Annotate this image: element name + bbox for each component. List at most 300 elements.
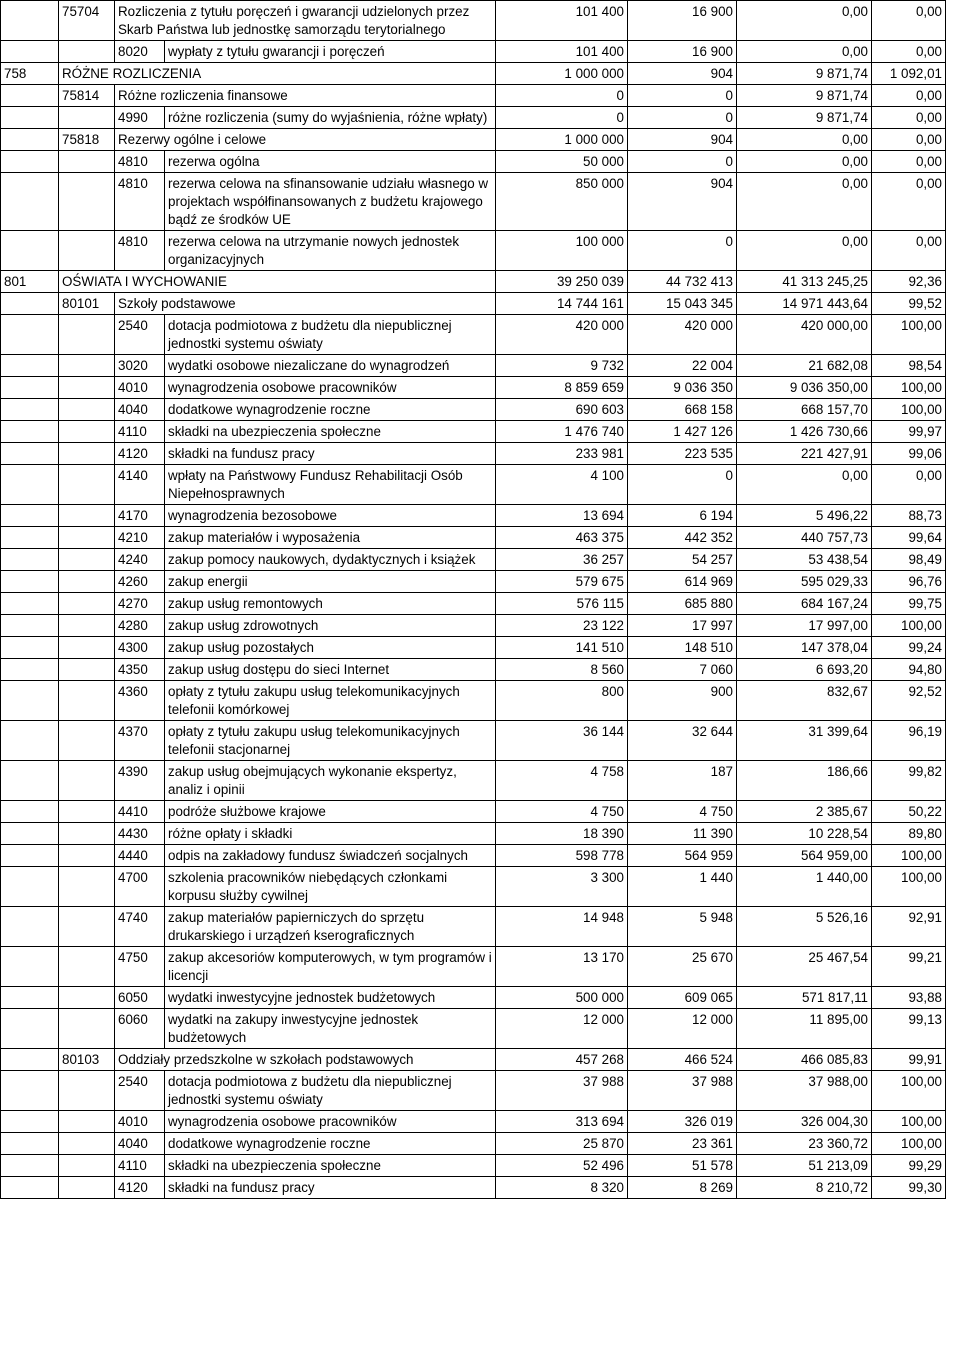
plan-after-changes-value: 148 510 xyxy=(628,637,737,659)
empty-cell xyxy=(1,399,59,421)
execution-value: 11 895,00 xyxy=(737,1009,872,1049)
item-description: Rozliczenia z tytułu poręczeń i gwarancji udzielonych przez Skarb Państwa lub jednostkę samorządu terytorialnego xyxy=(115,1,496,41)
empty-cell xyxy=(59,571,115,593)
table-row xyxy=(1,1071,946,1111)
rozdzial-code: 75814 xyxy=(59,85,115,107)
execution-value: 571 817,11 xyxy=(737,987,872,1009)
execution-value: 832,67 xyxy=(737,681,872,721)
percent-value: 92,91 xyxy=(872,907,946,947)
empty-cell xyxy=(59,377,115,399)
item-description: wydatki osobowe niezaliczane do wynagrodzeń xyxy=(165,355,496,377)
paragraf-code: 8020 xyxy=(115,41,165,63)
plan-value: 37 988 xyxy=(496,1071,628,1111)
execution-value: 9 036 350,00 xyxy=(737,377,872,399)
plan-value: 14 948 xyxy=(496,907,628,947)
percent-value: 98,54 xyxy=(872,355,946,377)
percent-value: 100,00 xyxy=(872,1111,946,1133)
table-row xyxy=(1,593,946,615)
empty-cell xyxy=(1,107,59,129)
percent-value: 99,82 xyxy=(872,761,946,801)
empty-cell xyxy=(59,801,115,823)
plan-after-changes-value: 1 427 126 xyxy=(628,421,737,443)
percent-value: 92,52 xyxy=(872,681,946,721)
execution-value: 0,00 xyxy=(737,173,872,231)
execution-value: 0,00 xyxy=(737,151,872,173)
plan-after-changes-value: 15 043 345 xyxy=(628,293,737,315)
execution-value: 326 004,30 xyxy=(737,1111,872,1133)
execution-value: 0,00 xyxy=(737,465,872,505)
paragraf-code: 4270 xyxy=(115,593,165,615)
paragraf-code: 4120 xyxy=(115,1177,165,1199)
item-description: dotacja podmiotowa z budżetu dla niepublicznej jednostki systemu oświaty xyxy=(165,315,496,355)
item-description: OŚWIATA I WYCHOWANIE xyxy=(59,271,496,293)
empty-cell xyxy=(1,761,59,801)
empty-cell xyxy=(1,721,59,761)
plan-value: 463 375 xyxy=(496,527,628,549)
empty-cell xyxy=(59,527,115,549)
item-description: odpis na zakładowy fundusz świadczeń socjalnych xyxy=(165,845,496,867)
item-description: zakup materiałów i wyposażenia xyxy=(165,527,496,549)
empty-cell xyxy=(1,315,59,355)
item-description: zakup pomocy naukowych, dydaktycznych i książek xyxy=(165,549,496,571)
plan-after-changes-value: 904 xyxy=(628,63,737,85)
execution-value: 9 871,74 xyxy=(737,63,872,85)
empty-cell xyxy=(59,173,115,231)
paragraf-code: 4040 xyxy=(115,1133,165,1155)
percent-value: 99,75 xyxy=(872,593,946,615)
item-description: dotacja podmiotowa z budżetu dla niepublicznej jednostki systemu oświaty xyxy=(165,1071,496,1111)
percent-value: 0,00 xyxy=(872,151,946,173)
plan-value: 4 758 xyxy=(496,761,628,801)
item-description: składki na ubezpieczenia społeczne xyxy=(165,421,496,443)
paragraf-code: 4370 xyxy=(115,721,165,761)
table-row xyxy=(1,505,946,527)
table-row xyxy=(1,1155,946,1177)
percent-value: 99,52 xyxy=(872,293,946,315)
table-row xyxy=(1,465,946,505)
empty-cell xyxy=(59,399,115,421)
execution-value: 147 378,04 xyxy=(737,637,872,659)
table-row xyxy=(1,845,946,867)
plan-value: 101 400 xyxy=(496,1,628,41)
plan-value: 690 603 xyxy=(496,399,628,421)
percent-value: 0,00 xyxy=(872,465,946,505)
paragraf-code: 4110 xyxy=(115,421,165,443)
table-row xyxy=(1,399,946,421)
budget-table-body xyxy=(1,1,946,1199)
plan-after-changes-value: 900 xyxy=(628,681,737,721)
table-row xyxy=(1,315,946,355)
plan-value: 576 115 xyxy=(496,593,628,615)
empty-cell xyxy=(1,151,59,173)
paragraf-code: 4210 xyxy=(115,527,165,549)
plan-value: 800 xyxy=(496,681,628,721)
paragraf-code: 4700 xyxy=(115,867,165,907)
plan-value: 23 122 xyxy=(496,615,628,637)
rozdzial-code: 80101 xyxy=(59,293,115,315)
table-row xyxy=(1,681,946,721)
item-description: podróże służbowe krajowe xyxy=(165,801,496,823)
execution-value: 23 360,72 xyxy=(737,1133,872,1155)
table-row xyxy=(1,823,946,845)
empty-cell xyxy=(59,231,115,271)
item-description: wypłaty z tytułu gwarancji i poręczeń xyxy=(165,41,496,63)
plan-after-changes-value: 51 578 xyxy=(628,1155,737,1177)
execution-value: 53 438,54 xyxy=(737,549,872,571)
table-row xyxy=(1,1177,946,1199)
item-description: zakup usług remontowych xyxy=(165,593,496,615)
plan-after-changes-value: 564 959 xyxy=(628,845,737,867)
paragraf-code: 4810 xyxy=(115,231,165,271)
plan-after-changes-value: 4 750 xyxy=(628,801,737,823)
empty-cell xyxy=(1,231,59,271)
execution-value: 5 526,16 xyxy=(737,907,872,947)
table-row xyxy=(1,1111,946,1133)
empty-cell xyxy=(1,527,59,549)
plan-value: 0 xyxy=(496,107,628,129)
empty-cell xyxy=(59,549,115,571)
percent-value: 0,00 xyxy=(872,1,946,41)
paragraf-code: 4350 xyxy=(115,659,165,681)
plan-after-changes-value: 0 xyxy=(628,465,737,505)
plan-after-changes-value: 32 644 xyxy=(628,721,737,761)
empty-cell xyxy=(1,1071,59,1111)
empty-cell xyxy=(59,987,115,1009)
empty-cell xyxy=(59,41,115,63)
item-description: RÓŻNE ROZLICZENIA xyxy=(59,63,496,85)
empty-cell xyxy=(59,947,115,987)
execution-value: 1 426 730,66 xyxy=(737,421,872,443)
table-row xyxy=(1,293,946,315)
execution-value: 0,00 xyxy=(737,1,872,41)
plan-value: 12 000 xyxy=(496,1009,628,1049)
empty-cell xyxy=(59,615,115,637)
item-description: rezerwa ogólna xyxy=(165,151,496,173)
plan-value: 1 000 000 xyxy=(496,129,628,151)
percent-value: 99,21 xyxy=(872,947,946,987)
plan-value: 14 744 161 xyxy=(496,293,628,315)
execution-value: 14 971 443,64 xyxy=(737,293,872,315)
empty-cell xyxy=(1,1111,59,1133)
percent-value: 50,22 xyxy=(872,801,946,823)
empty-cell xyxy=(59,659,115,681)
empty-cell xyxy=(1,947,59,987)
empty-cell xyxy=(1,421,59,443)
item-description: wynagrodzenia bezosobowe xyxy=(165,505,496,527)
table-row xyxy=(1,549,946,571)
item-description: opłaty z tytułu zakupu usług telekomunikacyjnych telefonii komórkowej xyxy=(165,681,496,721)
item-description: wpłaty na Państwowy Fundusz Rehabilitacji Osób Niepełnosprawnych xyxy=(165,465,496,505)
empty-cell xyxy=(59,907,115,947)
paragraf-code: 4140 xyxy=(115,465,165,505)
empty-cell xyxy=(59,1009,115,1049)
paragraf-code: 4440 xyxy=(115,845,165,867)
table-row xyxy=(1,151,946,173)
table-row xyxy=(1,1009,946,1049)
item-description: wynagrodzenia osobowe pracowników xyxy=(165,1111,496,1133)
plan-after-changes-value: 16 900 xyxy=(628,1,737,41)
execution-value: 25 467,54 xyxy=(737,947,872,987)
empty-cell xyxy=(59,593,115,615)
paragraf-code: 4010 xyxy=(115,377,165,399)
empty-cell xyxy=(59,721,115,761)
plan-after-changes-value: 466 524 xyxy=(628,1049,737,1071)
plan-value: 4 750 xyxy=(496,801,628,823)
plan-value: 50 000 xyxy=(496,151,628,173)
execution-value: 21 682,08 xyxy=(737,355,872,377)
table-row xyxy=(1,173,946,231)
percent-value: 96,76 xyxy=(872,571,946,593)
empty-cell xyxy=(1,293,59,315)
paragraf-code: 4280 xyxy=(115,615,165,637)
empty-cell xyxy=(59,867,115,907)
plan-value: 3 300 xyxy=(496,867,628,907)
empty-cell xyxy=(59,823,115,845)
percent-value: 89,80 xyxy=(872,823,946,845)
empty-cell xyxy=(1,173,59,231)
plan-after-changes-value: 685 880 xyxy=(628,593,737,615)
item-description: zakup usług zdrowotnych xyxy=(165,615,496,637)
item-description: Szkoły podstawowe xyxy=(115,293,496,315)
item-description: rezerwa celowa na sfinansowanie udziału własnego w projektach współfinansowanych z budżetu krajowego bądź ze środków UE xyxy=(165,173,496,231)
execution-value: 17 997,00 xyxy=(737,615,872,637)
plan-after-changes-value: 442 352 xyxy=(628,527,737,549)
item-description: składki na fundusz pracy xyxy=(165,1177,496,1199)
empty-cell xyxy=(1,1177,59,1199)
empty-cell xyxy=(1,907,59,947)
empty-cell xyxy=(59,151,115,173)
paragraf-code: 6060 xyxy=(115,1009,165,1049)
plan-after-changes-value: 17 997 xyxy=(628,615,737,637)
item-description: dodatkowe wynagrodzenie roczne xyxy=(165,399,496,421)
execution-value: 221 427,91 xyxy=(737,443,872,465)
plan-value: 36 144 xyxy=(496,721,628,761)
table-row xyxy=(1,377,946,399)
paragraf-code: 4430 xyxy=(115,823,165,845)
execution-value: 564 959,00 xyxy=(737,845,872,867)
paragraf-code: 3020 xyxy=(115,355,165,377)
plan-after-changes-value: 0 xyxy=(628,231,737,271)
table-row xyxy=(1,107,946,129)
empty-cell xyxy=(1,681,59,721)
plan-value: 8 859 659 xyxy=(496,377,628,399)
execution-value: 420 000,00 xyxy=(737,315,872,355)
item-description: Różne rozliczenia finansowe xyxy=(115,85,496,107)
plan-value: 1 476 740 xyxy=(496,421,628,443)
plan-after-changes-value: 8 269 xyxy=(628,1177,737,1199)
execution-value: 41 313 245,25 xyxy=(737,271,872,293)
table-row xyxy=(1,421,946,443)
table-row xyxy=(1,85,946,107)
execution-value: 31 399,64 xyxy=(737,721,872,761)
execution-value: 37 988,00 xyxy=(737,1071,872,1111)
empty-cell xyxy=(59,107,115,129)
table-row xyxy=(1,721,946,761)
execution-value: 0,00 xyxy=(737,129,872,151)
plan-after-changes-value: 25 670 xyxy=(628,947,737,987)
empty-cell xyxy=(1,505,59,527)
empty-cell xyxy=(59,443,115,465)
table-row xyxy=(1,637,946,659)
empty-cell xyxy=(1,593,59,615)
table-row xyxy=(1,1,946,41)
percent-value: 88,73 xyxy=(872,505,946,527)
paragraf-code: 4360 xyxy=(115,681,165,721)
item-description: zakup materiałów papierniczych do sprzętu drukarskiego i urządzeń kserograficznych xyxy=(165,907,496,947)
plan-value: 13 170 xyxy=(496,947,628,987)
table-row xyxy=(1,355,946,377)
plan-after-changes-value: 5 948 xyxy=(628,907,737,947)
item-description: zakup usług dostępu do sieci Internet xyxy=(165,659,496,681)
plan-after-changes-value: 609 065 xyxy=(628,987,737,1009)
item-description: opłaty z tytułu zakupu usług telekomunikacyjnych telefonii stacjonarnej xyxy=(165,721,496,761)
empty-cell xyxy=(59,505,115,527)
paragraf-code: 4990 xyxy=(115,107,165,129)
plan-after-changes-value: 0 xyxy=(628,107,737,129)
plan-value: 101 400 xyxy=(496,41,628,63)
empty-cell xyxy=(59,637,115,659)
plan-value: 1 000 000 xyxy=(496,63,628,85)
empty-cell xyxy=(59,1111,115,1133)
item-description: wydatki inwestycyjne jednostek budżetowych xyxy=(165,987,496,1009)
empty-cell xyxy=(59,681,115,721)
plan-after-changes-value: 420 000 xyxy=(628,315,737,355)
percent-value: 0,00 xyxy=(872,85,946,107)
paragraf-code: 4260 xyxy=(115,571,165,593)
plan-after-changes-value: 7 060 xyxy=(628,659,737,681)
plan-value: 36 257 xyxy=(496,549,628,571)
execution-value: 1 440,00 xyxy=(737,867,872,907)
execution-value: 595 029,33 xyxy=(737,571,872,593)
paragraf-code: 2540 xyxy=(115,1071,165,1111)
percent-value: 99,13 xyxy=(872,1009,946,1049)
execution-value: 0,00 xyxy=(737,231,872,271)
empty-cell xyxy=(1,845,59,867)
empty-cell xyxy=(1,1133,59,1155)
empty-cell xyxy=(59,1155,115,1177)
paragraf-code: 4750 xyxy=(115,947,165,987)
item-description: wynagrodzenia osobowe pracowników xyxy=(165,377,496,399)
empty-cell xyxy=(59,465,115,505)
empty-cell xyxy=(1,1155,59,1177)
plan-after-changes-value: 6 194 xyxy=(628,505,737,527)
plan-value: 850 000 xyxy=(496,173,628,231)
paragraf-code: 4010 xyxy=(115,1111,165,1133)
item-description: Oddziały przedszkolne w szkołach podstawowych xyxy=(115,1049,496,1071)
execution-value: 2 385,67 xyxy=(737,801,872,823)
plan-after-changes-value: 54 257 xyxy=(628,549,737,571)
percent-value: 99,24 xyxy=(872,637,946,659)
percent-value: 100,00 xyxy=(872,399,946,421)
plan-after-changes-value: 12 000 xyxy=(628,1009,737,1049)
empty-cell xyxy=(1,823,59,845)
empty-cell xyxy=(1,867,59,907)
percent-value: 100,00 xyxy=(872,867,946,907)
empty-cell xyxy=(59,845,115,867)
table-row xyxy=(1,571,946,593)
empty-cell xyxy=(59,761,115,801)
plan-value: 100 000 xyxy=(496,231,628,271)
item-description: zakup energii xyxy=(165,571,496,593)
empty-cell xyxy=(1,1009,59,1049)
table-row xyxy=(1,801,946,823)
percent-value: 0,00 xyxy=(872,41,946,63)
rozdzial-code: 75818 xyxy=(59,129,115,151)
percent-value: 100,00 xyxy=(872,377,946,399)
empty-cell xyxy=(59,1133,115,1155)
execution-value: 440 757,73 xyxy=(737,527,872,549)
item-description: dodatkowe wynagrodzenie roczne xyxy=(165,1133,496,1155)
plan-value: 25 870 xyxy=(496,1133,628,1155)
table-row xyxy=(1,907,946,947)
item-description: wydatki na zakupy inwestycyjne jednostek budżetowych xyxy=(165,1009,496,1049)
dzial-code: 801 xyxy=(1,271,59,293)
plan-value: 313 694 xyxy=(496,1111,628,1133)
empty-cell xyxy=(1,987,59,1009)
execution-value: 0,00 xyxy=(737,41,872,63)
empty-cell xyxy=(1,615,59,637)
plan-after-changes-value: 223 535 xyxy=(628,443,737,465)
table-row xyxy=(1,947,946,987)
paragraf-code: 4120 xyxy=(115,443,165,465)
rozdzial-code: 80103 xyxy=(59,1049,115,1071)
empty-cell xyxy=(1,659,59,681)
empty-cell xyxy=(59,315,115,355)
execution-value: 684 167,24 xyxy=(737,593,872,615)
plan-value: 420 000 xyxy=(496,315,628,355)
plan-value: 8 320 xyxy=(496,1177,628,1199)
plan-value: 579 675 xyxy=(496,571,628,593)
empty-cell xyxy=(1,129,59,151)
item-description: różne opłaty i składki xyxy=(165,823,496,845)
plan-after-changes-value: 22 004 xyxy=(628,355,737,377)
paragraf-code: 4390 xyxy=(115,761,165,801)
plan-value: 4 100 xyxy=(496,465,628,505)
plan-value: 0 xyxy=(496,85,628,107)
percent-value: 0,00 xyxy=(872,129,946,151)
item-description: składki na ubezpieczenia społeczne xyxy=(165,1155,496,1177)
plan-value: 9 732 xyxy=(496,355,628,377)
execution-value: 668 157,70 xyxy=(737,399,872,421)
paragraf-code: 4740 xyxy=(115,907,165,947)
item-description: zakup usług obejmujących wykonanie ekspertyz, analiz i opinii xyxy=(165,761,496,801)
plan-after-changes-value: 187 xyxy=(628,761,737,801)
dzial-code: 758 xyxy=(1,63,59,85)
plan-after-changes-value: 44 732 413 xyxy=(628,271,737,293)
empty-cell xyxy=(1,801,59,823)
plan-value: 598 778 xyxy=(496,845,628,867)
plan-value: 233 981 xyxy=(496,443,628,465)
plan-after-changes-value: 16 900 xyxy=(628,41,737,63)
item-description: różne rozliczenia (sumy do wyjaśnienia, różne wpłaty) xyxy=(165,107,496,129)
empty-cell xyxy=(59,1177,115,1199)
empty-cell xyxy=(1,1,59,41)
empty-cell xyxy=(1,355,59,377)
paragraf-code: 4240 xyxy=(115,549,165,571)
percent-value: 100,00 xyxy=(872,1133,946,1155)
execution-value: 466 085,83 xyxy=(737,1049,872,1071)
execution-value: 9 871,74 xyxy=(737,85,872,107)
execution-value: 5 496,22 xyxy=(737,505,872,527)
table-row xyxy=(1,527,946,549)
plan-after-changes-value: 1 440 xyxy=(628,867,737,907)
plan-after-changes-value: 0 xyxy=(628,151,737,173)
table-row xyxy=(1,867,946,907)
table-row xyxy=(1,1133,946,1155)
plan-after-changes-value: 668 158 xyxy=(628,399,737,421)
paragraf-code: 4410 xyxy=(115,801,165,823)
paragraf-code: 6050 xyxy=(115,987,165,1009)
